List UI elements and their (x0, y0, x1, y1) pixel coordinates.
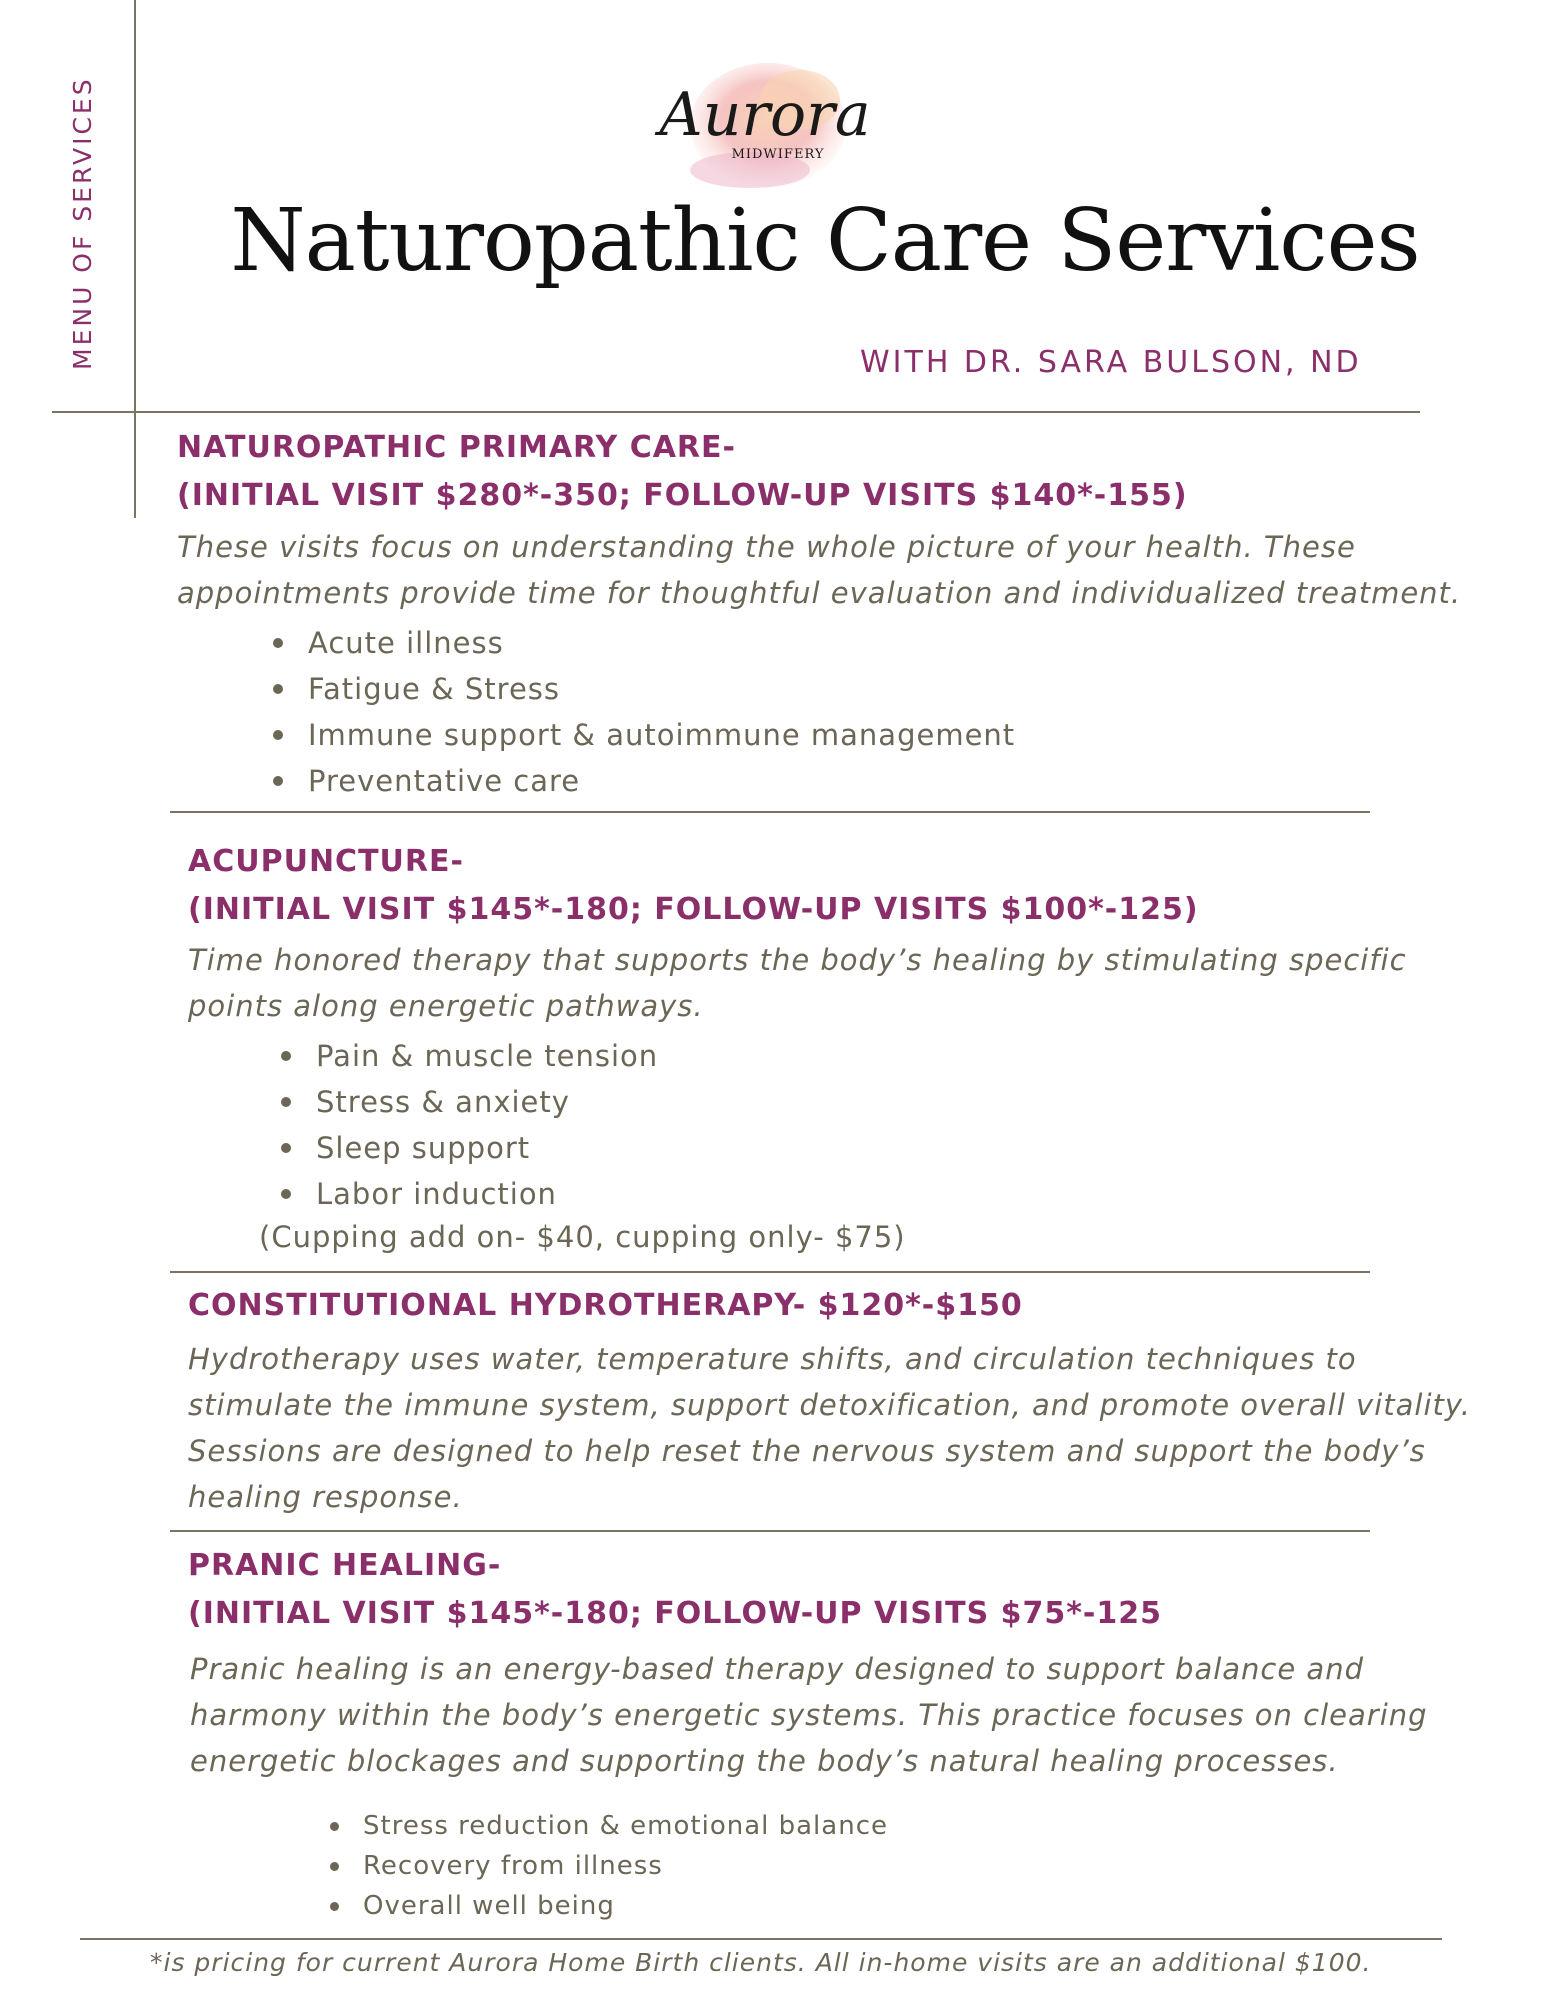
list-item: Pain & muscle tension (279, 1033, 658, 1079)
description-line: energetic blockages and supporting the body’s natural healing processes. (190, 1744, 1339, 1778)
heading-line: CONSTITUTIONAL HYDROTHERAPY- $120*-$150 (188, 1288, 1023, 1323)
section-divider (170, 811, 1370, 813)
section-heading (188, 1282, 1023, 1330)
description-line: These visits focus on understanding the whole picture of your health. These (177, 530, 1356, 564)
description-line: Time honored therapy that supports the body’s healing by stimulating specific (188, 943, 1407, 977)
section-heading (188, 838, 1199, 934)
list-item: Acute illness (271, 620, 1015, 666)
section-heading (177, 424, 1188, 520)
header-divider (52, 411, 1420, 413)
section-divider (170, 1530, 1370, 1532)
description-line: points along energetic pathways. (188, 989, 704, 1023)
pricing-footnote: *is pricing for current Aurora Home Birth clients. All in-home visits are an additional $100. (150, 1948, 1372, 1977)
description-line: Pranic healing is an energy-based therapy designed to support balance and (190, 1652, 1364, 1686)
cupping-note: (Cupping add on- $40, cupping only- $75) (259, 1220, 906, 1254)
description-line: Hydrotherapy uses water, temperature shifts, and circulation techniques to (188, 1342, 1357, 1376)
aurora-midwifery-logo (650, 30, 880, 200)
list-item: Stress reduction & emotional balance (328, 1806, 888, 1846)
footer-divider (80, 1938, 1442, 1940)
bullet-list (271, 620, 1015, 804)
description-line: stimulate the immune system, support detoxification, and promote overall vitality. (188, 1388, 1472, 1422)
section-description (177, 524, 1461, 616)
heading-line: NATUROPATHIC PRIMARY CARE- (177, 430, 736, 465)
section-description (190, 1646, 1428, 1784)
section-description (188, 1336, 1471, 1520)
logo-wordmark: Aurora (659, 80, 871, 150)
list-item: Sleep support (279, 1125, 658, 1171)
list-item: Immune support & autoimmune management (271, 712, 1015, 758)
description-line: harmony within the body’s energetic systems. This practice focuses on clearing (190, 1698, 1428, 1732)
heading-line: (INITIAL VISIT $145*-180; FOLLOW-UP VISITS $75*-125 (188, 1596, 1162, 1631)
list-item: Recovery from illness (328, 1846, 888, 1886)
description-line: Sessions are designed to help reset the nervous system and support the body’s (188, 1434, 1426, 1468)
page-title: Naturopathic Care Services (230, 191, 1420, 291)
list-item: Preventative care (271, 758, 1015, 804)
heading-line: ACUPUNCTURE- (188, 844, 464, 879)
logo-subtext: MIDWIFERY (731, 147, 825, 162)
description-line: healing response. (188, 1480, 463, 1514)
description-line: appointments provide time for thoughtful evaluation and individualized treatment. (177, 576, 1462, 610)
section-heading (188, 1542, 1162, 1638)
section-divider (170, 1271, 1370, 1273)
menu-of-services-label: MENU OF SERVICES (68, 76, 97, 370)
list-item: Overall well being (328, 1886, 888, 1926)
list-item: Fatigue & Stress (271, 666, 1015, 712)
heading-line: (INITIAL VISIT $145*-180; FOLLOW-UP VISITS $100*-125) (188, 892, 1199, 927)
heading-line: PRANIC HEALING- (188, 1548, 502, 1583)
bullet-list (328, 1806, 888, 1926)
list-item: Labor induction (279, 1171, 658, 1217)
list-item: Stress & anxiety (279, 1079, 658, 1125)
heading-line: (INITIAL VISIT $280*-350; FOLLOW-UP VISITS $140*-155) (177, 478, 1188, 513)
page-subtitle: WITH DR. SARA BULSON, ND (860, 345, 1362, 380)
bullet-list (279, 1033, 658, 1217)
section-description (188, 937, 1407, 1029)
